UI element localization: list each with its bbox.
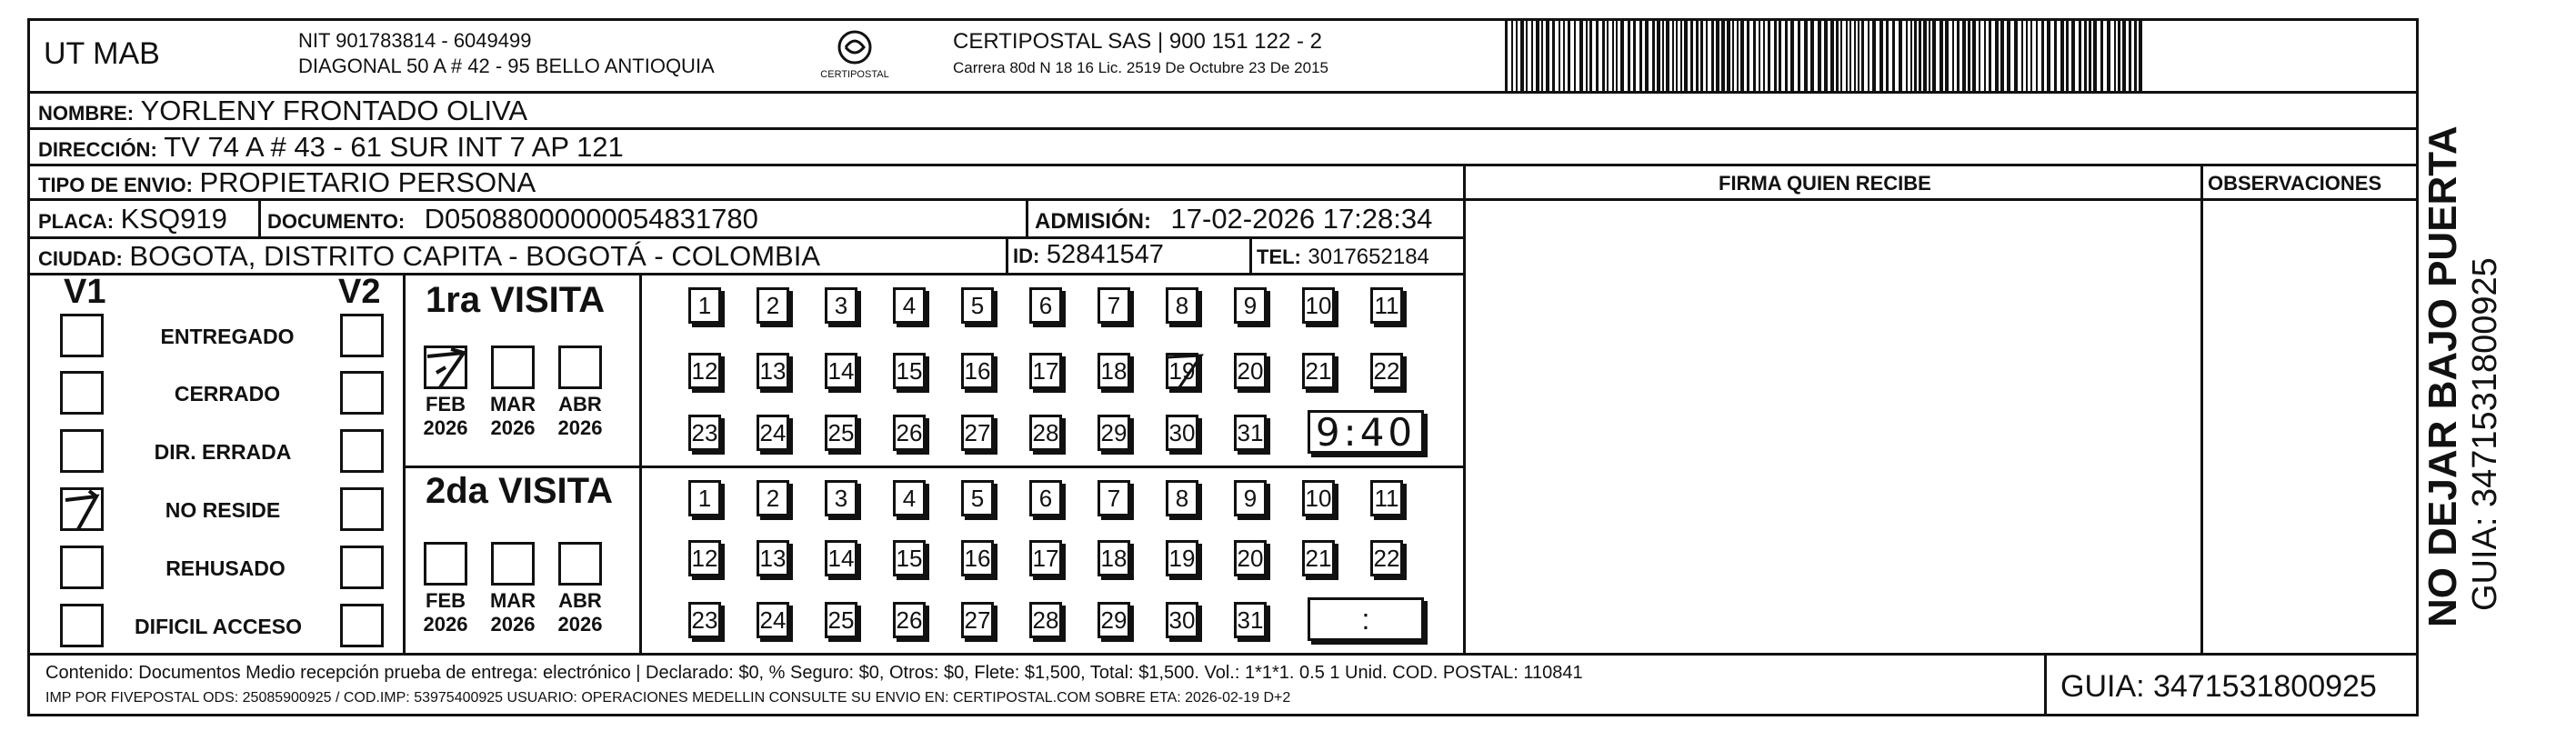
v2-checkbox[interactable] xyxy=(340,314,384,357)
month-label: ABR 2026 xyxy=(557,393,603,439)
status-label: ENTREGADO xyxy=(160,325,295,348)
barcode-bar xyxy=(2118,20,2120,91)
barcode-bar xyxy=(1740,20,1744,91)
barcode-bar xyxy=(1849,20,1851,91)
barcode-bar xyxy=(2007,20,2010,91)
barcode-bar xyxy=(1628,20,1630,91)
side-guia: GUIA: 3471531800925 xyxy=(2466,257,2504,611)
barcode-bar xyxy=(1747,20,1749,91)
plate-value: KSQ919 xyxy=(120,203,227,235)
day-box-30[interactable]: 30 xyxy=(1166,602,1198,638)
shipping-type: PROPIETARIO PERSONA xyxy=(199,166,536,198)
status-label: REHUSADO xyxy=(165,556,286,580)
month-label: ABR 2026 xyxy=(557,589,603,636)
recipient-address: TV 74 A # 43 - 61 SUR INT 7 AP 121 xyxy=(164,131,624,163)
barcode-bar xyxy=(2014,20,2018,91)
barcode-bar xyxy=(1886,20,1889,91)
barcode-bar xyxy=(1531,20,1533,91)
id-row xyxy=(1013,242,1164,268)
day-box-8[interactable]: 8 xyxy=(1166,480,1198,516)
certipostal-logo-icon xyxy=(818,27,891,82)
signature-header: FIRMA QUIEN RECIBE xyxy=(1719,172,1931,195)
barcode-bar xyxy=(1899,20,1902,91)
barcode-bar xyxy=(1579,20,1583,91)
month-checkbox-feb[interactable] xyxy=(424,542,467,586)
status-label: CERRADO xyxy=(174,382,281,406)
barcode-bar xyxy=(1574,20,1576,91)
day-box-12[interactable]: 12 xyxy=(688,353,721,389)
day-box-13[interactable]: 13 xyxy=(757,353,789,389)
plate-label: PLACA: xyxy=(38,210,115,233)
barcode-bar xyxy=(2041,20,2044,91)
name-label: NOMBRE: xyxy=(38,102,135,125)
day-box-6[interactable]: 6 xyxy=(1029,287,1062,324)
recipient-name-row xyxy=(38,96,527,125)
day-box-15[interactable]: 15 xyxy=(893,540,926,576)
barcode-bar xyxy=(2122,20,2126,91)
barcode-bar xyxy=(1836,20,1839,91)
day-box-21[interactable]: 21 xyxy=(1302,353,1335,389)
day-box-25[interactable]: 25 xyxy=(825,602,857,638)
barcode-bar xyxy=(2134,20,2137,91)
day-box-30[interactable]: 30 xyxy=(1166,415,1198,451)
check-mark-icon xyxy=(1165,352,1205,392)
day-box-19[interactable]: 19 xyxy=(1166,540,1198,576)
barcode-bar xyxy=(1945,20,1949,91)
barcode-bar xyxy=(1798,20,1800,91)
v2-checkbox[interactable] xyxy=(340,487,384,531)
barcode-bar xyxy=(1919,20,1921,91)
day-box-9[interactable]: 9 xyxy=(1234,480,1267,516)
visit2-time: : xyxy=(1361,602,1370,636)
barcode-bar xyxy=(1696,20,1699,91)
barcode-bar xyxy=(1824,20,1828,91)
barcode-bar xyxy=(1940,20,1943,91)
admission-value: 17-02-2026 17:28:34 xyxy=(1170,203,1433,235)
barcode-bar xyxy=(1586,20,1588,91)
city-row xyxy=(38,242,820,270)
id-label: ID: xyxy=(1013,245,1040,267)
barcode-bar xyxy=(1721,20,1725,91)
barcode-bar xyxy=(1662,20,1664,91)
day-box-9[interactable]: 9 xyxy=(1234,287,1267,324)
barcode-bar xyxy=(2107,20,2110,91)
barcode-bar xyxy=(1979,20,1980,91)
barcode-bar xyxy=(2089,20,2091,91)
day-box-29[interactable]: 29 xyxy=(1098,415,1130,451)
barcode-bar xyxy=(2000,20,2004,91)
day-box-2[interactable]: 2 xyxy=(757,480,789,516)
tel-label: TEL: xyxy=(1257,245,1301,268)
day-box-14[interactable]: 14 xyxy=(825,540,857,576)
barcode-bar xyxy=(1516,20,1518,91)
day-box-22[interactable]: 22 xyxy=(1370,540,1403,576)
barcode-bar xyxy=(1846,20,1848,91)
day-box-3[interactable]: 3 xyxy=(825,480,857,516)
barcode-bar xyxy=(1505,20,1508,91)
barcode-bar xyxy=(1536,20,1539,91)
barcode-bar xyxy=(1727,20,1730,91)
barcode-bar xyxy=(1680,20,1682,91)
signature-area[interactable] xyxy=(1466,201,2199,652)
barcode-bar xyxy=(2030,20,2032,91)
nit: NIT 901783814 - 6049499 xyxy=(298,29,532,52)
barcode-bar xyxy=(1872,20,1876,91)
day-box-20[interactable]: 20 xyxy=(1234,353,1267,389)
day-box-10[interactable]: 10 xyxy=(1302,480,1335,516)
day-box-27[interactable]: 27 xyxy=(961,602,994,638)
barcode-bar xyxy=(1995,20,1999,91)
barcode-bar xyxy=(1620,20,1624,91)
day-box-31[interactable]: 31 xyxy=(1234,602,1267,638)
barcode-bar xyxy=(1552,20,1555,91)
barcode-bar xyxy=(1984,20,1986,91)
footer-content: Contenido: Documentos Medio recepción prueba de entrega: electrónico | Declarado: $0, % Seguro: $0, Otros: $0, Flete: $1,500, Total: $1,500. Vol.: 1*1*1. 0.5 1 Unid. COD. POSTAL: 110841 xyxy=(45,663,1583,683)
shipping-type-row xyxy=(38,168,536,196)
side-warning: NO DEJAR BAJO PUERTA xyxy=(2421,125,2465,627)
barcode-bar xyxy=(1759,20,1760,91)
svg-text:CERTIPOSTAL: CERTIPOSTAL xyxy=(820,69,889,80)
day-box-13[interactable]: 13 xyxy=(757,540,789,576)
barcode-bar xyxy=(1785,20,1788,91)
barcode-bar xyxy=(2066,20,2069,91)
month-checkbox-mar[interactable] xyxy=(491,345,535,389)
day-box-20[interactable]: 20 xyxy=(1234,540,1267,576)
barcode-bar xyxy=(1520,20,1524,91)
day-box-19[interactable]: 19 xyxy=(1166,353,1198,389)
barcode-bar xyxy=(1690,20,1693,91)
barcode-bar xyxy=(1676,20,1678,91)
barcode-bar xyxy=(1737,20,1739,91)
day-box-11[interactable]: 11 xyxy=(1370,480,1403,516)
sender-address: DIAGONAL 50 A # 42 - 95 BELLO ANTIOQUIA xyxy=(298,55,715,77)
barcode-bar xyxy=(1830,20,1834,91)
day-box-1[interactable]: 1 xyxy=(688,480,721,516)
day-box-27[interactable]: 27 xyxy=(961,415,994,451)
barcode-bar xyxy=(1546,20,1549,91)
barcode-bar xyxy=(2026,20,2028,91)
month-label: FEB 2026 xyxy=(423,393,468,439)
barcode-bar xyxy=(1923,20,1927,91)
barcode-bar xyxy=(1639,20,1642,91)
barcode-bar xyxy=(2060,20,2064,91)
barcode-bar xyxy=(1914,20,1917,91)
day-box-24[interactable]: 24 xyxy=(757,415,789,451)
day-box-15[interactable]: 15 xyxy=(893,353,926,389)
barcode-bar xyxy=(1879,20,1883,91)
day-box-11[interactable]: 11 xyxy=(1370,287,1403,324)
barcode-bar xyxy=(2036,20,2038,91)
barcode-bar xyxy=(1968,20,1970,91)
barcode-bar xyxy=(1868,20,1869,91)
document-label: DOCUMENTO: xyxy=(267,210,406,233)
barcode-bar xyxy=(2093,20,2097,91)
barcode-bar xyxy=(1768,20,1770,91)
barcode-bar xyxy=(1790,20,1794,91)
admission-label: ADMISIÓN: xyxy=(1035,209,1151,234)
barcode-bar xyxy=(2084,20,2087,91)
barcode-bar xyxy=(1858,20,1859,91)
id-value: 52841547 xyxy=(1046,240,1164,269)
month-checkbox-feb[interactable] xyxy=(424,345,467,389)
day-box-23[interactable]: 23 xyxy=(688,415,721,451)
barcode-bar xyxy=(2114,20,2116,91)
day-box-5[interactable]: 5 xyxy=(961,480,994,516)
barcode-bar xyxy=(1952,20,1954,91)
day-box-4[interactable]: 4 xyxy=(893,287,926,324)
day-box-1[interactable]: 1 xyxy=(688,287,721,324)
barcode-bar xyxy=(1753,20,1756,91)
barcode-bar xyxy=(1804,20,1808,91)
barcode-bar xyxy=(1840,20,1842,91)
barcode-bar xyxy=(1596,20,1599,91)
divider xyxy=(27,91,2419,94)
month-label: MAR 2026 xyxy=(489,393,536,439)
address-label: DIRECCIÓN: xyxy=(38,138,157,161)
document-row xyxy=(267,205,758,233)
barcode-bar xyxy=(1892,20,1895,91)
barcode-bar xyxy=(1989,20,1991,91)
barcode-bar xyxy=(1906,20,1908,91)
status-label: DIR. ERRADA xyxy=(154,440,292,464)
barcode-bar xyxy=(2139,20,2142,91)
visit2-title: 2da VISITA xyxy=(426,471,613,511)
day-box-7[interactable]: 7 xyxy=(1098,287,1130,324)
day-box-14[interactable]: 14 xyxy=(825,353,857,389)
day-box-23[interactable]: 23 xyxy=(688,602,721,638)
barcode-bar xyxy=(1774,20,1777,91)
barcode-bar xyxy=(1962,20,1966,91)
barcode-bar xyxy=(1652,20,1655,91)
month-label: FEB 2026 xyxy=(423,589,468,636)
barcode-bar xyxy=(2129,20,2131,91)
barcode-bar xyxy=(1684,20,1688,91)
day-box-8[interactable]: 8 xyxy=(1166,287,1198,324)
v1-header: V1 xyxy=(64,273,106,311)
barcode-bar xyxy=(1932,20,1936,91)
visit1-time-box[interactable] xyxy=(1308,410,1424,454)
barcode-bar xyxy=(1568,20,1570,91)
day-box-24[interactable]: 24 xyxy=(757,602,789,638)
visit1-time: 9:40 xyxy=(1315,409,1417,455)
document-value: D05088000000054831780 xyxy=(424,203,758,235)
barcode-bar xyxy=(2054,20,2057,91)
barcode-bar xyxy=(1633,20,1636,91)
month-label: MAR 2026 xyxy=(489,589,536,636)
observations-area[interactable] xyxy=(2203,201,2418,652)
barcode-bar xyxy=(1732,20,1734,91)
barcode-bar xyxy=(1672,20,1674,91)
observations-header: OBSERVACIONES xyxy=(2208,172,2382,195)
barcode-bar xyxy=(1541,20,1543,91)
day-box-26[interactable]: 26 xyxy=(893,415,926,451)
day-box-5[interactable]: 5 xyxy=(961,287,994,324)
city-label: CIUDAD: xyxy=(38,247,123,270)
barcode-bar xyxy=(1666,20,1669,91)
barcode-bar xyxy=(1779,20,1781,91)
tel-value: 3017652184 xyxy=(1308,245,1429,269)
day-box-17[interactable]: 17 xyxy=(1029,353,1062,389)
city-value: BOGOTA, DISTRITO CAPITA - BOGOTÁ - COLOMBIA xyxy=(129,240,820,272)
barcode-bar xyxy=(1910,20,1912,91)
v2-checkbox[interactable] xyxy=(340,429,384,473)
barcode-bar xyxy=(1861,20,1864,91)
day-box-18[interactable]: 18 xyxy=(1098,540,1130,576)
footer-guia: GUIA: 3471531800925 xyxy=(2060,669,2377,704)
check-mark-icon xyxy=(424,345,467,389)
type-label: TIPO DE ENVIO: xyxy=(38,174,193,196)
day-box-2[interactable]: 2 xyxy=(757,287,789,324)
day-box-4[interactable]: 4 xyxy=(893,480,926,516)
barcode-bar xyxy=(1526,20,1528,91)
barcode-bar xyxy=(1763,20,1765,91)
day-box-3[interactable]: 3 xyxy=(825,287,857,324)
day-box-16[interactable]: 16 xyxy=(961,540,994,576)
recipient-address-row xyxy=(38,133,624,161)
day-box-31[interactable]: 31 xyxy=(1234,415,1267,451)
barcode-bar xyxy=(1563,20,1565,91)
month-checkbox-abr[interactable] xyxy=(558,345,602,389)
barcode-bar xyxy=(1810,20,1814,91)
barcode-bar xyxy=(1957,20,1960,91)
status-label: DIFICIL ACCESO xyxy=(134,615,302,638)
barcode-bar xyxy=(1645,20,1649,91)
day-box-7[interactable]: 7 xyxy=(1098,480,1130,516)
barcode-bar xyxy=(2047,20,2050,91)
tel-row xyxy=(1257,244,1429,268)
barcode-bar xyxy=(1657,20,1660,91)
recipient-name: YORLENY FRONTADO OLIVA xyxy=(140,95,528,126)
v2-checkbox[interactable] xyxy=(340,371,384,415)
barcode-bar xyxy=(2100,20,2103,91)
visit2-time-box[interactable] xyxy=(1308,597,1424,641)
day-box-17[interactable]: 17 xyxy=(1029,540,1062,576)
day-box-10[interactable]: 10 xyxy=(1302,287,1335,324)
day-box-16[interactable]: 16 xyxy=(961,353,994,389)
day-box-12[interactable]: 12 xyxy=(688,540,721,576)
day-box-25[interactable]: 25 xyxy=(825,415,857,451)
day-box-28[interactable]: 28 xyxy=(1029,415,1062,451)
month-checkbox-mar[interactable] xyxy=(491,542,535,586)
visit1-title: 1ra VISITA xyxy=(426,280,606,320)
barcode-bar xyxy=(1706,20,1708,91)
day-box-28[interactable]: 28 xyxy=(1029,602,1062,638)
day-box-18[interactable]: 18 xyxy=(1098,353,1130,389)
v2-checkbox[interactable] xyxy=(340,546,384,589)
barcode-bar xyxy=(1972,20,1976,91)
barcode-bar xyxy=(1511,20,1513,91)
barcode xyxy=(1505,20,2158,91)
day-box-29[interactable]: 29 xyxy=(1098,602,1130,638)
v2-header: V2 xyxy=(338,273,381,311)
day-box-6[interactable]: 6 xyxy=(1029,480,1062,516)
barcode-bar xyxy=(2021,20,2023,91)
day-box-21[interactable]: 21 xyxy=(1302,540,1335,576)
barcode-bar xyxy=(1929,20,1930,91)
barcode-bar xyxy=(1616,20,1618,91)
day-box-26[interactable]: 26 xyxy=(893,602,926,638)
barcode-bar xyxy=(2071,20,2075,91)
barcode-bar xyxy=(1602,20,1605,91)
barcode-bar xyxy=(1589,20,1592,91)
barcode-bar xyxy=(1607,20,1609,91)
barcode-bar xyxy=(1854,20,1856,91)
barcode-bar xyxy=(1818,20,1821,91)
barcode-bar xyxy=(1711,20,1714,91)
month-checkbox-abr[interactable] xyxy=(558,542,602,586)
footer-imp: IMP POR FIVEPOSTAL ODS: 25085900925 / COD.IMP: 53975400925 USUARIO: OPERACIONES MEDELLIN CONSULTE SU ENVIO EN: CERTIPOSTAL.COM SOBRE ETA: 2026-02-19 D+2 xyxy=(45,690,1291,706)
barcode-bar xyxy=(1559,20,1560,91)
status-label: NO RESIDE xyxy=(165,498,281,522)
plate-row xyxy=(38,205,227,233)
barcode-bar xyxy=(1716,20,1719,91)
company-name: UT MAB xyxy=(44,36,160,71)
admission-row xyxy=(1035,205,1432,233)
v2-checkbox[interactable] xyxy=(340,604,384,647)
carrier-address: Carrera 80d N 18 16 Lic. 2519 De Octubre 23 De 2015 xyxy=(953,59,1328,76)
barcode-bar xyxy=(1612,20,1614,91)
barcode-bar xyxy=(2079,20,2081,91)
carrier-name: CERTIPOSTAL SAS | 900 151 122 - 2 xyxy=(953,29,1322,54)
day-box-22[interactable]: 22 xyxy=(1370,353,1403,389)
barcode-bar xyxy=(1700,20,1703,91)
